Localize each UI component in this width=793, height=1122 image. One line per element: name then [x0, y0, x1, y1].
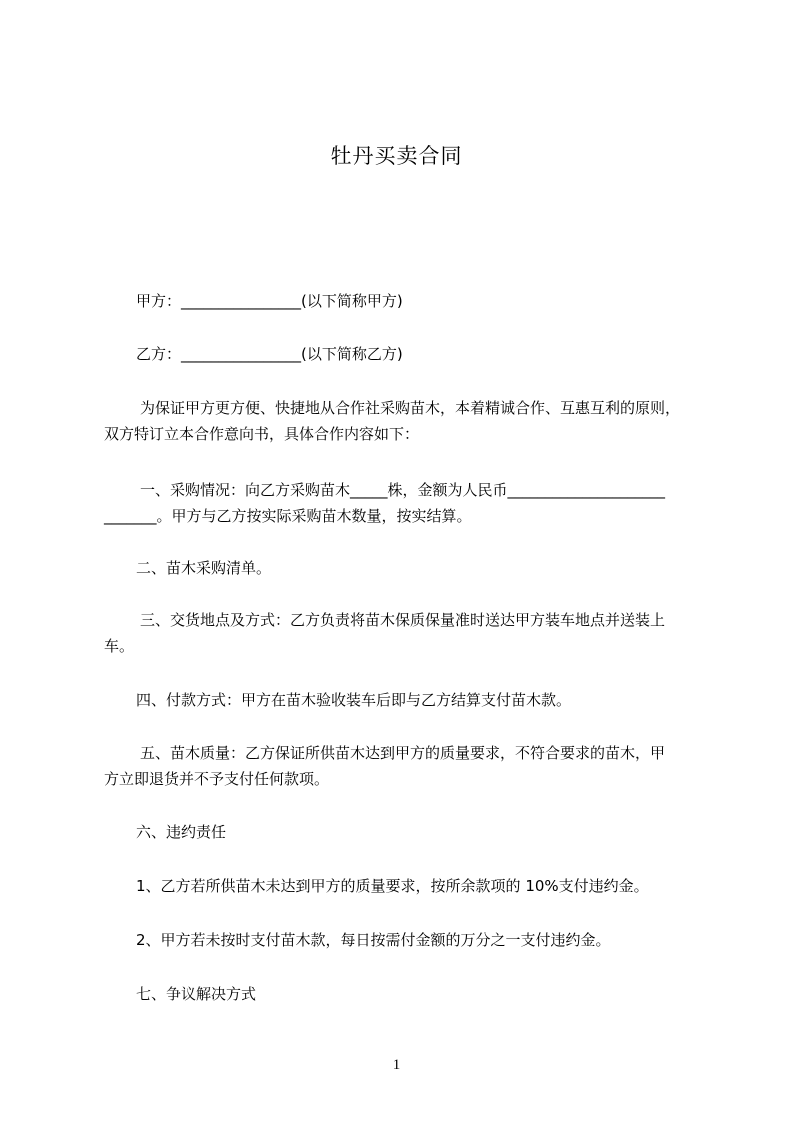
intro-paragraph: [104, 395, 704, 447]
clause-3-paragraph: [104, 607, 704, 659]
clause-1-line-1: 一、采购情况：向乙方采购苗木_____株，金额为人民币_____________________: [140, 481, 666, 499]
clause-6-item-1-text: 1、乙方若所供苗木未达到甲方的质量要求，按所余款项的 10%支付违约金。: [136, 877, 649, 895]
clause-7-heading: 七、争议解决方式: [136, 985, 257, 1003]
clause-6-item-2-paragraph: [104, 927, 736, 953]
clause-2-text: 二、苗木采购清单。: [136, 559, 272, 577]
clause-7-paragraph: [104, 981, 736, 1007]
party-b-line: [104, 341, 736, 367]
clause-3-line-2: 车。: [104, 637, 135, 655]
clause-2-paragraph: [104, 555, 736, 581]
clause-6-item-2-text: 2、甲方若未按时支付苗木款，每日按需付金额的万分之一支付违约金。: [136, 931, 611, 949]
intro-line-2: 双方特订立本合作意向书，具体合作内容如下：: [104, 425, 420, 443]
clause-3-line-1: 三、交货地点及方式：乙方负责将苗木保质保量准时送达甲方装车地点并送装上: [140, 611, 666, 629]
party-a-text: 甲方：________________(以下简称甲方): [136, 292, 403, 310]
clause-6-heading: 六、违约责任: [136, 823, 227, 841]
clause-4-paragraph: [104, 687, 736, 713]
clause-4-text: 四、付款方式：甲方在苗木验收装车后即与乙方结算支付苗木款。: [136, 691, 572, 709]
page-number: 1: [392, 1057, 401, 1073]
clause-5-paragraph: [104, 740, 704, 792]
intro-line-1: 为保证甲方更方便、快捷地从合作社采购苗木，本着精诚合作、互惠互利的原则，: [140, 399, 681, 417]
clause-5-line-1: 五、苗木质量：乙方保证所供苗木达到甲方的质量要求，不符合要求的苗木，甲: [140, 744, 666, 762]
document-title: 牡丹买卖合同: [330, 144, 463, 168]
party-a-line: [104, 288, 736, 314]
clause-1-paragraph: [104, 477, 704, 529]
clause-6-item-1-paragraph: [104, 873, 736, 899]
party-b-text: 乙方：________________(以下简称乙方): [136, 345, 403, 363]
clause-1-line-2: _______。甲方与乙方按实际采购苗木数量，按实结算。: [104, 507, 472, 525]
clause-6-paragraph: [104, 819, 736, 845]
clause-5-line-2: 方立即退货并不予支付任何款项。: [104, 770, 330, 788]
